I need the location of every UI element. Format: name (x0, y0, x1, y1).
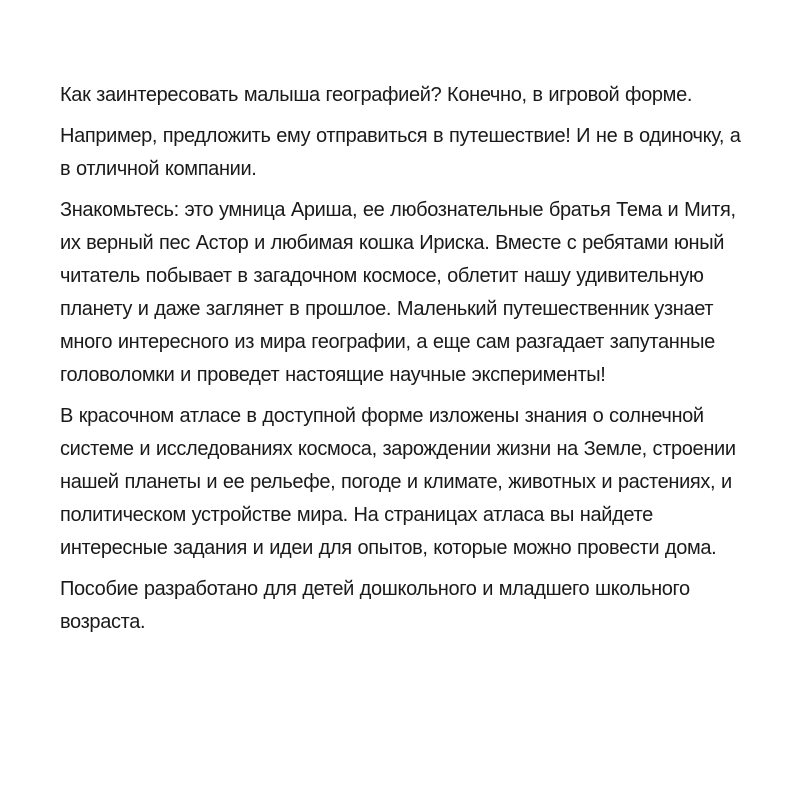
paragraph-characters: Знакомьтесь: это умница Ариша, ее любознательные братья Тема и Митя, их верный пес Астор и любимая кошка Ириска. Вместе с ребятами юный читатель побывает в загадочном космосе, облетит нашу удивительную планету и даже заглянет в прошлое. Маленький путешественник узнает много интересного из мира географии, а еще сам разгадает запутанные головоломки и проведет настоящие научные эксперименты! (60, 199, 736, 386)
paragraph-atlas-contents: В красочном атласе в доступной форме изложены знания о солнечной системе и исследованиях космоса, зарождении жизни на Земле, строении нашей планеты и ее рельефе, погоде и климате, животных и растениях, и политическом устройстве мира. На страницах атласа вы найдете интересные задания и идеи для опытов, которые можно провести дома. (60, 405, 736, 559)
paragraph-audience: Пособие разработано для детей дошкольного и младшего школьного возраста. (60, 578, 690, 633)
paragraph-intro: Как заинтересовать малыша географией? Конечно, в игровой форме. (60, 84, 693, 106)
paragraph-journey: Например, предложить ему отправиться в путешествие! И не в одиночку, а в отличной компании. (60, 125, 741, 180)
annotation-text-block (60, 79, 744, 639)
